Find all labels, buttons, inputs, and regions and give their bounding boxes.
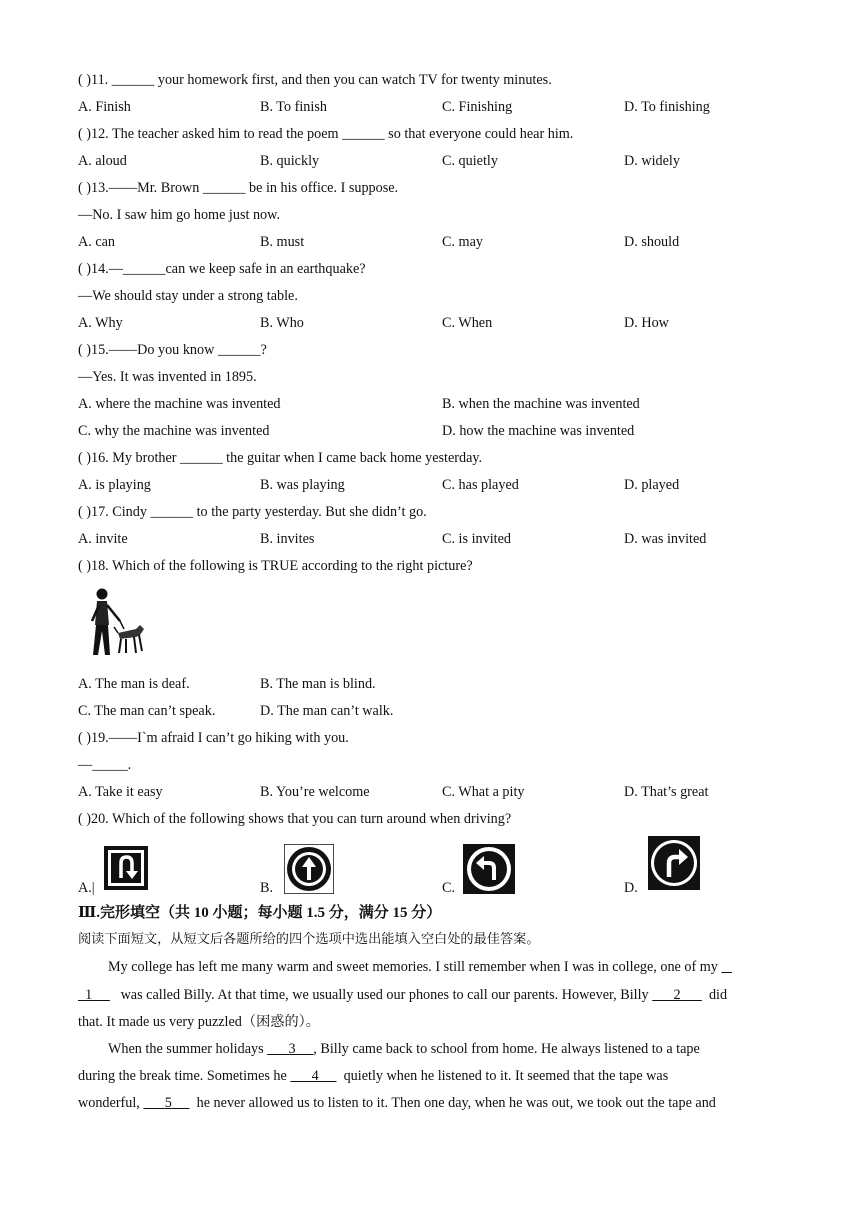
q15-option-d: D. how the machine was invented [442,423,635,439]
blind-man-with-guide-dog-picture [86,585,150,659]
q14-stem: ( )14.—______can we keep safe in an earthquake? [78,261,366,277]
q13-option-c: C. may [442,234,483,250]
passage-line-4: When the summer holidays 3 , Billy came back to school from home. He always listened to a tape [108,1041,700,1057]
passage-line-6: wonderful, 5 he never allowed us to listen to it. Then one day, when he was out, we took out the tape and [78,1095,716,1111]
q17-option-d: D. was invited [624,531,707,547]
q16-option-d: D. played [624,477,680,493]
passage-line-1: My college has left me many warm and sweet memories. I still remember when I was in college, one of my [108,959,718,975]
u-turn-sign-icon [104,846,148,890]
q18-option-d: D. The man can’t walk. [260,703,394,719]
q11-option-c: C. Finishing [442,99,513,115]
q11-option-d: D. To finishing [624,99,710,115]
q15-reply: —Yes. It was invented in 1895. [78,369,257,385]
q12-stem: ( )12. The teacher asked him to read the poem ______ so that everyone could hear him. [78,126,574,142]
q16-option-a: A. is playing [78,477,151,493]
q15-option-a: A. where the machine was invented [78,396,281,412]
blank-3: 3 [288,1041,296,1057]
passage-line-5: during the break time. Sometimes he 4 quietly when he listened to it. It seemed that the tape was [78,1068,669,1084]
q13-option-d: D. should [624,234,680,250]
q19-option-a: A. Take it easy [78,784,163,800]
q13-option-a: A. can [78,234,116,250]
q15-stem: ( )15.——Do you know ______? [78,342,267,358]
q14-option-c: C. When [442,315,493,331]
section-instruction: 阅读下面短文，从短文后各题所给的四个选项中选出能填入空白处的最佳答案。 [78,932,540,947]
q13-reply: —No. I saw him go home just now. [78,207,281,223]
q18-option-b: B. The man is blind. [260,676,376,692]
q13-option-b: B. must [260,234,305,250]
q15-option-c: C. why the machine was invented [78,423,270,439]
q12-option-d: D. widely [624,153,680,169]
q19-option-c: C. What a pity [442,784,525,800]
q20-option-b: B. [260,880,274,896]
q17-stem: ( )17. Cindy ______ to the party yesterday. But she didn’t go. [78,504,427,520]
q20-option-a: A.| [78,880,95,896]
q11-option-b: B. To finish [260,99,327,115]
q16-option-b: B. was playing [260,477,345,493]
q16-option-c: C. has played [442,477,519,493]
q14-option-d: D. How [624,315,669,331]
blank-2: 2 [673,987,681,1003]
q11-option-a: A. Finish [78,99,131,115]
q20-option-c: C. [442,880,456,896]
q14-option-b: B. Who [260,315,304,331]
q19-reply: —_____. [78,757,132,773]
turn-left-sign-icon [463,844,515,894]
q16-stem: ( )16. My brother ______ the guitar when I came back home yesterday. [78,450,483,466]
q18-option-c: C. The man can’t speak. [78,703,216,719]
q15-option-b: B. when the machine was invented [442,396,640,412]
q19-option-b: B. You’re welcome [260,784,370,800]
q18-stem: ( )18. Which of the following is TRUE according to the right picture? [78,558,473,574]
q13-stem: ( )13.——Mr. Brown ______ be in his office. I suppose. [78,180,399,196]
q11-stem: ( )11. ______ your homework first, and then you can watch TV for twenty minutes. [78,72,552,88]
straight-ahead-sign-icon [284,844,334,894]
q14-reply: —We should stay under a strong table. [78,288,298,304]
q20-option-d: D. [624,880,638,896]
blank-5: 5 [164,1095,172,1111]
q20-stem: ( )20. Which of the following shows that you can turn around when driving? [78,811,512,827]
q17-option-b: B. invites [260,531,315,547]
q19-stem: ( )19.——I`m afraid I can’t go hiking with you. [78,730,349,746]
section-heading: Ⅲ.完形填空（共 10 小题；每小题 1.5 分，满分 15 分） [78,905,442,921]
q12-option-c: C. quietly [442,153,498,169]
q17-option-c: C. is invited [442,531,511,547]
passage-line-2: 1 was called Billy. At that time, we usually used our phones to call our parents. However, Billy 2 did [78,986,727,1004]
blank-4: 4 [311,1068,319,1084]
q19-option-d: D. That’s great [624,784,709,800]
turn-right-sign-icon [648,836,700,890]
q14-option-a: A. Why [78,315,123,331]
passage-line-3: that. It made us very puzzled（困惑的）。 [78,1014,320,1030]
blank-1: 1 [85,987,93,1003]
q12-option-a: A. aloud [78,153,127,169]
q12-option-b: B. quickly [260,153,320,169]
q17-option-a: A. invite [78,531,128,547]
q18-option-a: A. The man is deaf. [78,676,190,692]
